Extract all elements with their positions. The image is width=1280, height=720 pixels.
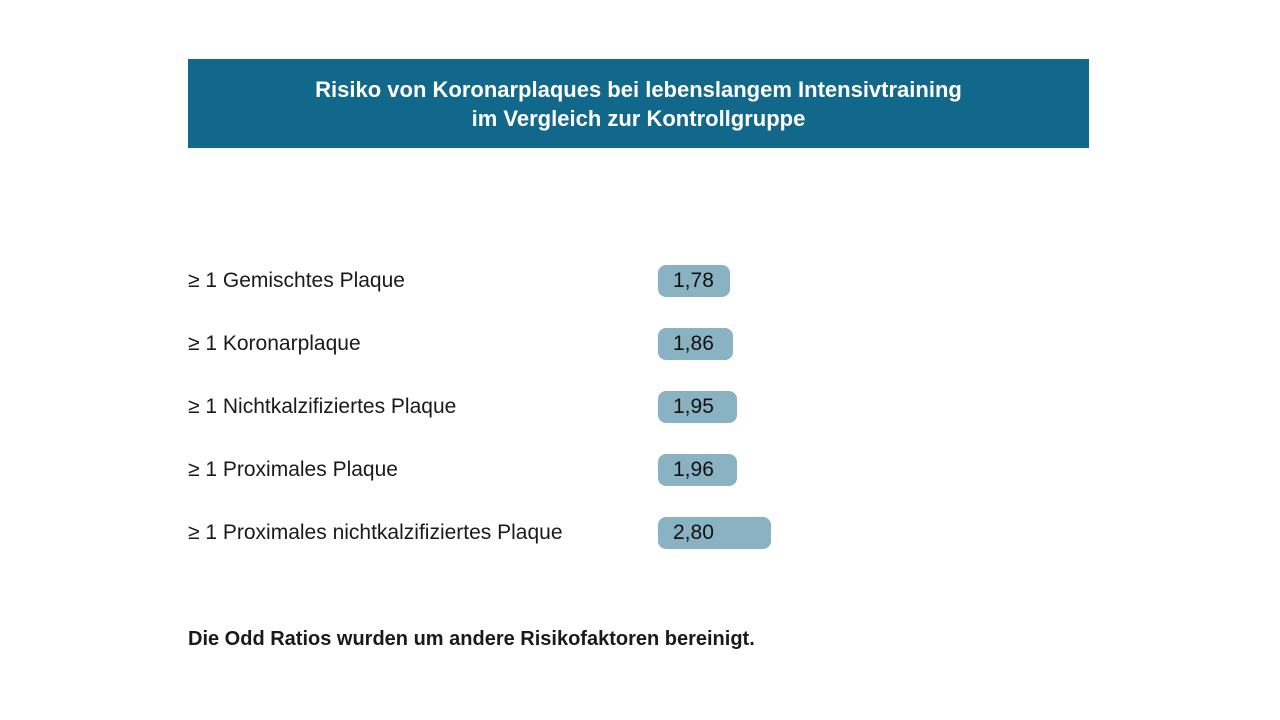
chart-title-line-1: Risiko von Koronarplaques bei lebenslangem Intensivtraining — [315, 76, 962, 102]
value-label: 1,86 — [673, 332, 714, 355]
category-label: ≥ 1 Proximales nichtkalzifiziertes Plaque — [188, 521, 563, 544]
value-label: 1,95 — [673, 395, 714, 418]
chart-title — [188, 59, 1089, 148]
value-label: 2,80 — [673, 521, 714, 544]
value-label: 1,96 — [673, 458, 714, 481]
category-label: ≥ 1 Proximales Plaque — [188, 458, 398, 481]
bar-row — [188, 516, 1088, 550]
bar-row — [188, 390, 1088, 424]
category-label: ≥ 1 Koronarplaque — [188, 332, 361, 355]
value-label: 1,78 — [673, 269, 714, 292]
bar-row — [188, 453, 1088, 487]
category-label: ≥ 1 Gemischtes Plaque — [188, 269, 405, 292]
category-label: ≥ 1 Nichtkalzifiziertes Plaque — [188, 395, 457, 418]
bar-row — [188, 264, 1088, 298]
footnote: Die Odd Ratios wurden um andere Risikofaktoren bereinigt. — [188, 628, 755, 650]
chart-title-line-2: im Vergleich zur Kontrollgruppe — [471, 105, 806, 131]
bar-row — [188, 327, 1088, 361]
